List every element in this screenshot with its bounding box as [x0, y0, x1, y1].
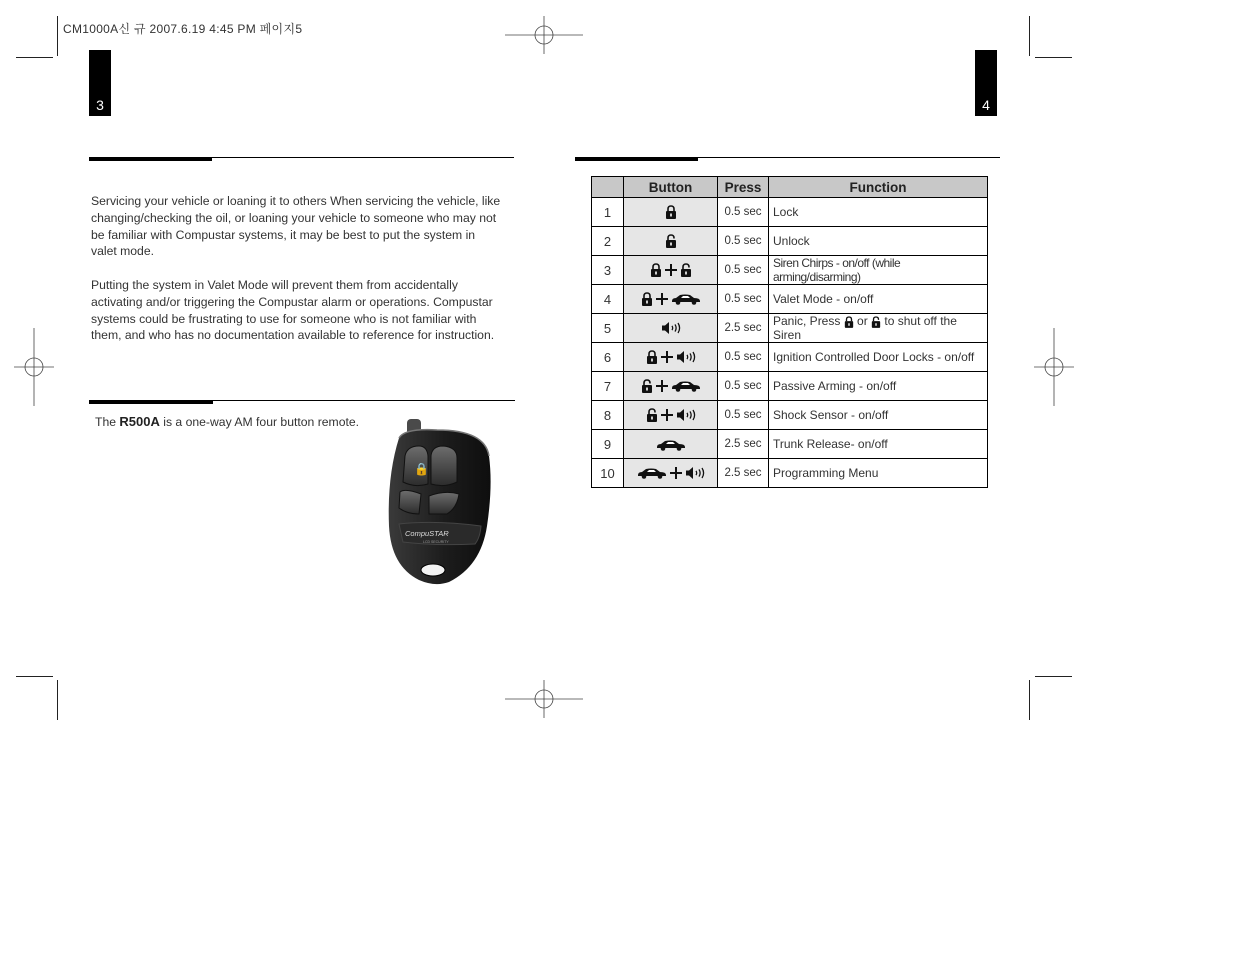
car-icon: [656, 439, 686, 451]
button-combo: [624, 285, 718, 314]
button-icons: [641, 292, 701, 306]
press-duration: 0.5 sec: [718, 285, 769, 314]
press-duration: 0.5 sec: [718, 227, 769, 256]
crop-mark: [1029, 16, 1030, 56]
plus-icon: [655, 292, 669, 306]
button-combo: [624, 372, 718, 401]
crop-mark: [57, 16, 58, 56]
section-rule: [213, 400, 515, 401]
plus-icon: [664, 263, 678, 277]
table-row: [592, 198, 988, 227]
header-press: Press: [718, 177, 769, 198]
section-rule: [575, 157, 698, 161]
section-rule: [212, 157, 514, 158]
page-number-left: 3: [89, 50, 111, 116]
remote-image: [385, 416, 495, 588]
remote-model: R500A: [119, 414, 160, 429]
remote-sub-text: LCD SECURITY: [423, 540, 449, 544]
plus-icon: [660, 350, 674, 364]
table-row: [592, 372, 988, 401]
button-icons: [871, 316, 881, 328]
row-number: 4: [592, 285, 624, 314]
function-text: Trunk Release- on/off: [769, 430, 988, 459]
table-row: [592, 401, 988, 430]
function-text: Valet Mode - on/off: [769, 285, 988, 314]
press-duration: 0.5 sec: [718, 198, 769, 227]
registration-mark-icon: [505, 680, 583, 718]
crop-mark: [57, 680, 58, 720]
button-function-table: [591, 176, 988, 488]
button-combo: [624, 198, 718, 227]
remote-intro-suffix: is a one-way AM four button remote.: [159, 415, 360, 429]
button-icons: [646, 350, 696, 364]
button-icons: [646, 408, 696, 422]
remote-intro-prefix: The: [95, 415, 120, 429]
press-duration: 0.5 sec: [718, 256, 769, 285]
button-combo: [624, 314, 718, 343]
speaker-icon: [676, 408, 696, 422]
press-duration: 0.5 sec: [718, 372, 769, 401]
header-button: Button: [624, 177, 718, 198]
table-row: [592, 227, 988, 256]
function-text: Passive Arming - on/off: [769, 372, 988, 401]
crop-mark: [1035, 57, 1072, 58]
row-number: 7: [592, 372, 624, 401]
plus-icon: [660, 408, 674, 422]
crop-mark: [16, 57, 53, 58]
unlock-icon: [680, 263, 692, 277]
section-rule: [89, 400, 213, 404]
plus-icon: [669, 466, 683, 480]
crop-mark: [1029, 680, 1030, 720]
table-row: [592, 256, 988, 285]
crop-mark: [16, 676, 53, 677]
function-text: Programming Menu: [769, 459, 988, 488]
unlock-icon: [646, 408, 658, 422]
valet-paragraph-1: Servicing your vehicle or loaning it to others When servicing the vehicle, like changing/checking the oil, or loaning your vehicle to someone who may not be familiar with Compustar systems, it may be best to put the system in valet mode.: [91, 194, 501, 259]
button-combo: [624, 459, 718, 488]
button-icons: [665, 234, 677, 248]
lock-icon: [641, 292, 653, 306]
crop-mark: [1035, 676, 1072, 677]
row-number: 1: [592, 198, 624, 227]
row-number: 10: [592, 459, 624, 488]
unlock-icon: [665, 234, 677, 248]
print-header: CM1000A신 규 2007.6.19 4:45 PM 페이지5: [63, 22, 303, 36]
speaker-icon: [685, 466, 705, 480]
function-text-part: Panic, Press: [773, 314, 844, 328]
registration-mark-icon: [1034, 328, 1074, 406]
valet-paragraph-2: Putting the system in Valet Mode will prevent them from accidentally activating and/or triggering the Compustar alarm or operations. Compustar systems could be frustrating to use for someone who is not familiar with them, and who has no documentation available to reference for instruction.: [91, 278, 495, 343]
function-text: Siren Chirps - on/off (while arming/disarming): [769, 256, 988, 285]
button-combo: [624, 227, 718, 256]
row-number: 9: [592, 430, 624, 459]
press-duration: 2.5 sec: [718, 430, 769, 459]
function-text-part: or: [853, 314, 872, 328]
car-icon: [671, 380, 701, 392]
speaker-icon: [661, 321, 681, 335]
unlock-icon: [871, 316, 881, 328]
button-combo: [624, 256, 718, 285]
button-icons: [661, 321, 681, 335]
button-icons: [656, 439, 686, 451]
lock-icon: [650, 263, 662, 277]
function-text-part: to shut off the Siren: [773, 314, 957, 342]
button-combo: [624, 343, 718, 372]
press-duration: 2.5 sec: [718, 459, 769, 488]
lock-icon: [646, 350, 658, 364]
page-number-right: 4: [975, 50, 997, 116]
button-combo: [624, 430, 718, 459]
press-duration: 0.5 sec: [718, 401, 769, 430]
lock-icon: [665, 205, 677, 219]
registration-mark-icon: [505, 16, 583, 54]
table-row: [592, 459, 988, 488]
svg-text:🔒: 🔒: [414, 462, 429, 476]
table-row: [592, 314, 988, 343]
button-combo: [624, 401, 718, 430]
button-icons: [637, 466, 705, 480]
plus-icon: [655, 379, 669, 393]
table-row: [592, 343, 988, 372]
header-number: [592, 177, 624, 198]
function-text: Lock: [769, 198, 988, 227]
section-rule: [698, 157, 1000, 158]
press-duration: 2.5 sec: [718, 314, 769, 343]
row-number: 6: [592, 343, 624, 372]
row-number: 5: [592, 314, 624, 343]
button-icons: [844, 316, 854, 328]
row-number: 8: [592, 401, 624, 430]
car-icon: [637, 467, 667, 479]
table-header-row: [592, 177, 988, 198]
row-number: 2: [592, 227, 624, 256]
button-icons: [665, 205, 677, 219]
function-text: Unlock: [769, 227, 988, 256]
row-number: 3: [592, 256, 624, 285]
button-icons: [641, 379, 701, 393]
remote-brand-text: CompuSTAR: [405, 529, 449, 538]
function-text: Shock Sensor - on/off: [769, 401, 988, 430]
press-duration: 0.5 sec: [718, 343, 769, 372]
unlock-icon: [641, 379, 653, 393]
function-text: [769, 314, 988, 343]
header-function: Function: [769, 177, 988, 198]
speaker-icon: [676, 350, 696, 364]
remote-intro: [95, 414, 359, 429]
table-row: [592, 285, 988, 314]
section-rule: [89, 157, 212, 161]
button-icons: [650, 263, 692, 277]
registration-mark-icon: [14, 328, 54, 406]
lock-icon: [844, 316, 854, 328]
car-icon: [671, 293, 701, 305]
function-text: Ignition Controlled Door Locks - on/off: [769, 343, 988, 372]
table-row: [592, 430, 988, 459]
